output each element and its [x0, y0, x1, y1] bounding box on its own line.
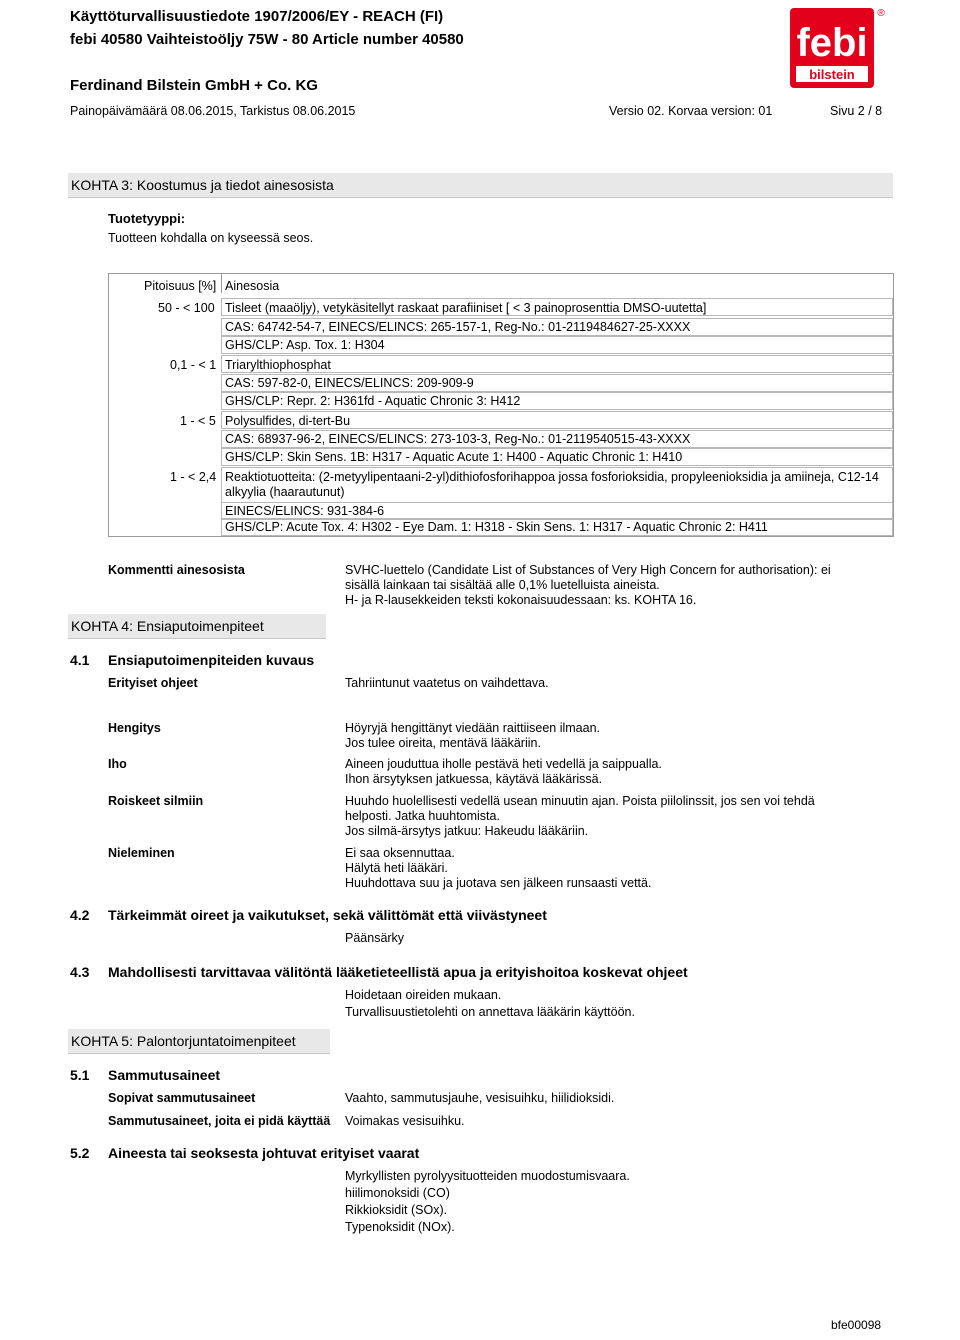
route-ingestion-line-2: Hälytä heti lääkäri. — [345, 861, 448, 875]
page-number: Sivu 2 / 8 — [830, 104, 883, 118]
route-eyes-line-2: helposti. Jatka huuhtomista. — [345, 809, 500, 823]
row3-ghs: GHS/CLP: Skin Sens. 1B: H317 - Aquatic Acute 1: H400 - Aquatic Chronic 1: H410 — [225, 450, 683, 464]
section-5-2-line-1: Myrkyllisten pyrolyysituotteiden muodostumisvaara. — [345, 1169, 630, 1183]
comment-line-2: sisällä lainkaan tai sisältää alle 0,1% luetelluista aineista. — [345, 578, 660, 592]
section-5-2-title: Aineesta tai seoksesta johtuvat erityiset vaarat — [108, 1145, 420, 1161]
row2-name: Triarylthiophosphat — [225, 358, 331, 372]
row2-ghs: GHS/CLP: Repr. 2: H361fd - Aquatic Chronic 3: H412 — [225, 394, 521, 408]
route-inhalation-line-2: Jos tulee oireita, mentävä lääkäriin. — [345, 736, 541, 750]
row4-ghs: GHS/CLP: Acute Tox. 4: H302 - Eye Dam. 1: H318 - Skin Sens. 1: H317 - Aquatic Chronic 2: H411 — [225, 520, 768, 534]
route-eyes-line-3: Jos silmä-ärsytys jatkuu: Hakeudu lääkäriin. — [345, 824, 589, 838]
unsuitable-media-value: Voimakas vesisuihku. — [345, 1114, 465, 1128]
section-4-title: KOHTA 4: Ensiaputoimenpiteet — [71, 618, 264, 634]
row1-concentration: 50 - < 100 — [158, 301, 215, 315]
logo-registered: ® — [877, 8, 885, 19]
row4-concentration: 1 - < 2,4 — [170, 470, 217, 484]
section-5-1-number: 5.1 — [70, 1067, 90, 1083]
document-title: Käyttöturvallisuustiedote 1907/2006/EY - REACH (FI) — [70, 8, 444, 25]
febi-bilstein-logo — [788, 6, 888, 90]
unsuitable-media-label: Sammutusaineet, joita ei pidä käyttää — [108, 1114, 331, 1128]
row3-concentration: 1 - < 5 — [180, 414, 216, 428]
row2-concentration: 0,1 - < 1 — [170, 358, 217, 372]
section-4-3-line-1: Hoidetaan oireiden mukaan. — [345, 988, 502, 1002]
product-title: febi 40580 Vaihteistoöljy 75W - 80 Article number 40580 — [70, 31, 464, 48]
section-5-title: KOHTA 5: Palontorjuntatoimenpiteet — [71, 1033, 296, 1049]
route-ingestion-label: Nieleminen — [108, 846, 175, 860]
special-instructions-value: Tahriintunut vaatetus on vaihdettava. — [345, 676, 549, 690]
section-4-1-title: Ensiaputoimenpiteiden kuvaus — [108, 652, 315, 668]
section-4-2-value: Päänsärky — [345, 931, 405, 945]
route-eyes-line-1: Huuhdo huolellisesti vedellä usean minuutin ajan. Poista piilolinssit, jos sen voi tehdä — [345, 794, 815, 808]
section-4-header — [68, 614, 326, 639]
section-3-title: KOHTA 3: Koostumus ja tiedot ainesosista — [71, 177, 334, 193]
route-skin-label: Iho — [108, 757, 127, 771]
version-info: Versio 02. Korvaa version: 01 — [609, 104, 773, 118]
product-type-value: Tuotteen kohdalla on kyseessä seos. — [108, 231, 314, 245]
route-skin-line-1: Aineen jouduttua iholle pestävä heti vedellä ja saippualla. — [345, 757, 662, 771]
company-name: Ferdinand Bilstein GmbH + Co. KG — [70, 77, 318, 94]
print-date: Painopäivämäärä 08.06.2015, Tarkistus 08.06.2015 — [70, 104, 356, 118]
section-4-1-number: 4.1 — [70, 652, 90, 668]
table-header-substance: Ainesosia — [225, 279, 280, 293]
row4-name: Reaktiotuotteita: (2-metyylipentaani-2-yl)dithiofosforihappoa jossa fosforioksidia, propyleenioksidia ja amiineja, C12-14 alkyylia (haarautunut) — [225, 470, 879, 499]
row4-cas: EINECS/ELINCS: 931-384-6 — [225, 504, 385, 518]
route-inhalation-line-1: Höyryjä hengittänyt viedään raittiiseen ilmaan. — [345, 721, 600, 735]
suitable-media-label: Sopivat sammutusaineet — [108, 1091, 256, 1105]
table-header-concentration: Pitoisuus [%] — [144, 279, 217, 293]
footer-code: bfe00098 — [831, 1318, 882, 1332]
row3-cas: CAS: 68937-96-2, EINECS/ELINCS: 273-103-3, Reg-No.: 01-2119540515-43-XXXX — [225, 432, 691, 446]
comment-line-1: SVHC-luettelo (Candidate List of Substances of Very High Concern for authorisation): ei — [345, 563, 831, 577]
row1-ghs: GHS/CLP: Asp. Tox. 1: H304 — [225, 338, 385, 352]
special-instructions-label: Erityiset ohjeet — [108, 676, 198, 690]
route-ingestion-line-3: Huuhdottava suu ja juotava sen jälkeen runsaasti vettä. — [345, 876, 652, 890]
comment-label: Kommentti ainesosista — [108, 563, 245, 577]
route-inhalation-label: Hengitys — [108, 721, 161, 735]
section-4-3-number: 4.3 — [70, 964, 90, 980]
comment-line-3: H- ja R-lausekkeiden teksti kokonaisuudessaan: ks. KOHTA 16. — [345, 593, 697, 607]
section-4-3-line-2: Turvallisuustietolehti on annettava lääkärin käyttöön. — [345, 1005, 635, 1019]
route-eyes-label: Roiskeet silmiin — [108, 794, 204, 808]
section-5-2-line-2: hiilimonoksidi (CO) — [345, 1186, 450, 1200]
row1-cas: CAS: 64742-54-7, EINECS/ELINCS: 265-157-1, Reg-No.: 01-2119484627-25-XXXX — [225, 320, 691, 334]
section-5-2-number: 5.2 — [70, 1145, 90, 1161]
section-4-2-title: Tärkeimmät oireet ja vaikutukset, sekä välittömät että viivästyneet — [108, 907, 547, 923]
route-skin-line-2: Ihon ärsytyksen jatkuessa, käytävä lääkärissä. — [345, 772, 603, 786]
section-5-1-title: Sammutusaineet — [108, 1067, 221, 1083]
route-ingestion-line-1: Ei saa oksennuttaa. — [345, 846, 455, 860]
section-5-header — [68, 1029, 330, 1054]
suitable-media-value: Vaahto, sammutusjauhe, vesisuihku, hiilidioksidi. — [345, 1091, 615, 1105]
logo-text: febi — [796, 21, 868, 65]
section-4-2-number: 4.2 — [70, 907, 90, 923]
row3-name: Polysulfides, di-tert-Bu — [225, 414, 351, 428]
section-5-2-line-3: Rikkioksidit (SOx). — [345, 1203, 448, 1217]
row2-cas: CAS: 597-82-0, EINECS/ELINCS: 209-909-9 — [225, 376, 474, 390]
section-5-2-line-4: Typenoksidit (NOx). — [345, 1220, 455, 1234]
section-3-header — [68, 173, 893, 198]
logo-sub: bilstein — [809, 67, 855, 82]
product-type-label: Tuotetyyppi: — [108, 211, 186, 226]
row1-name: Tisleet (maaöljy), vetykäsitellyt raskaat parafiiniset [ < 3 painoprosenttia DMSO-uutetta] — [225, 301, 707, 315]
section-4-3-title: Mahdollisesti tarvittavaa välitöntä lääketieteellistä apua ja erityishoitoa koskevat ohjeet — [108, 964, 688, 980]
